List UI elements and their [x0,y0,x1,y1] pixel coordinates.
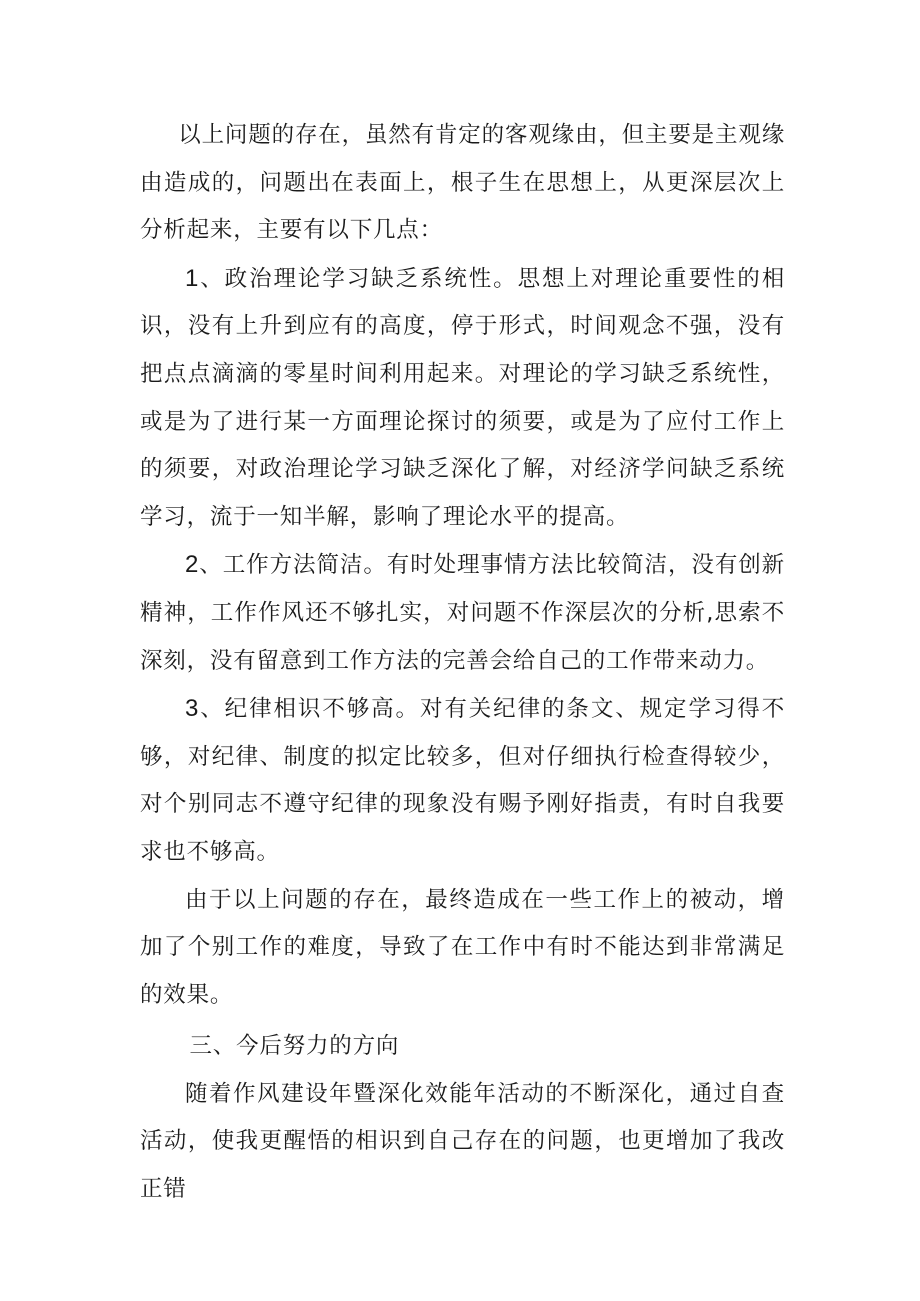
summary-text: 由于以上问题的存在，最终造成在一些工作上的被动，增加了个别工作的难度，导致了在工作中有时不能达到非常满足的效果。 [140,886,785,1008]
section-3-body-text: 随着作风建设年暨深化效能年活动的不断深化，通过自查活动，使我更醒悟的相识到自己存在的问题，也更增加了我改正错 [140,1080,785,1203]
point-3-number: 3 [185,695,200,723]
section-3-body-paragraph [140,1071,785,1214]
point-3-text: 、纪律相识不够高。对有关纪律的条文、规定学习得不够，对纪律、制度的拟定比较多，但对仔细执行检查得较少，对个别同志不遵守纪律的现象没有赐予刚好指责，有时自我要求也不够高。 [140,696,785,865]
intro-paragraph [140,112,785,255]
point-2-paragraph [140,541,785,685]
section-3-heading [140,1023,785,1071]
summary-paragraph [140,877,785,1020]
point-3-paragraph [140,685,785,876]
document-page [140,112,785,1214]
section-3-heading-text: 三、今后努力的方向 [189,1033,400,1060]
point-1-paragraph [140,255,785,542]
intro-text: 以上问题的存在，虽然有肯定的客观缘由，但主要是主观缘由造成的，问题出在表面上，根子生在思想上，从更深层次上分析起来，主要有以下几点： [140,122,785,244]
point-2-number: 2 [185,551,200,579]
point-1-text: 、政治理论学习缺乏系统性。思想上对理论重要性的相识，没有上升到应有的高度，停于形式，时间观念不强，没有把点点滴滴的零星时间利用起来。对理论的学习缺乏系统性，或是为了进行某一方面理论探讨的须要，或是为了应付工作上的须要，对政治理论学习缺乏深化了解，对经济学问缺乏系统学习，流于一知半解，影响了理论水平的提高。 [140,265,785,530]
point-2-text: 、工作方法简洁。有时处理事情方法比较简洁，没有创新精神，工作作风还不够扎实，对问题不作深层次的分析,思索不深刻，没有留意到工作方法的完善会给自己的工作带来动力。 [140,552,785,674]
point-1-number: 1 [185,264,200,292]
